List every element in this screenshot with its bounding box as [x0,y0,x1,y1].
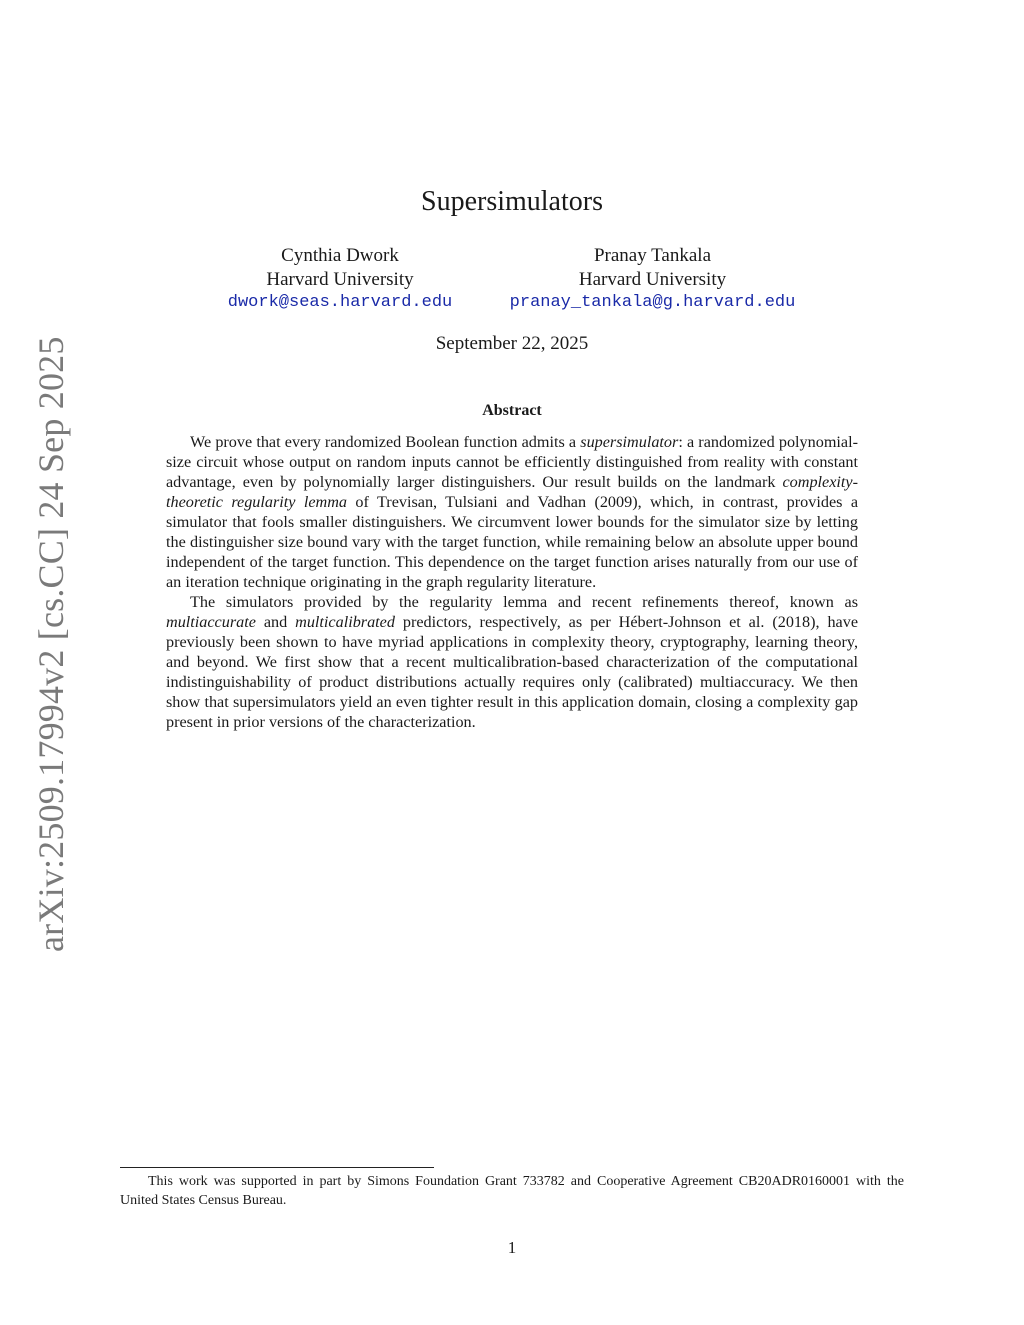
abstract-paragraph-2 [166,592,858,732]
arxiv-identifier-stamp: arXiv:2509.17994v2 [cs.CC] 24 Sep 2025 [31,336,71,952]
abstract-emphasis: multiaccurate [166,613,256,631]
abstract-emphasis: supersimulator [580,433,679,451]
abstract-text: predictors, respectively, as per Hébert-Johnson et al. (2018), have previously been shown to have myriad applications in complexity theory, cryptography, learning theory, and beyond. We first show that a recent multicalibration-based characterization of the computational indistinguishability of product distributions actually requires only (calibrated) multiaccuracy. We then show that supersimulators yield an even tighter result in this application domain, closing a complexity gap present in prior versions of the characterization. [166,613,859,731]
abstract-heading: Abstract [482,402,542,419]
abstract-text: : a randomized polynomial-size circuit whose output on random inputs cannot be efficiently distinguished from reality with constant advantage, even by polynomially larger distinguishers. Our result builds on the landmark [166,433,858,491]
publication-date: September 22, 2025 [435,333,589,354]
footnote [120,1172,904,1210]
author-block-2 [480,244,825,315]
abstract-body [166,432,858,732]
paper-title: Supersimulators [421,186,603,217]
abstract-text: of Trevisan, Tulsiani and Vadhan (2009), which, in contrast, provides a simulator that fools smaller distinguishers. We circumvent lower bounds for the simulator size by letting the distinguisher size bound vary with the target function, while remaining below an absolute upper bound independent of the target function. This dependence on the target function arises naturally from our use of an iteration technique originating in the graph regularity literature. [166,493,858,591]
abstract-text: The simulators provided by the regularity lemma and recent refinements thereof, known as [190,593,858,611]
footnote-rule [120,1167,434,1168]
author-affiliation: Harvard University [266,268,414,290]
author-email-link[interactable]: pranay_tankala@g.harvard.edu [509,293,796,312]
abstract-text: We prove that every randomized Boolean function admits a [190,433,581,451]
author-block-1 [200,244,480,315]
author-name: Cynthia Dwork [281,245,399,266]
abstract-paragraph-1 [166,432,858,592]
abstract-emphasis: complexity-theoretic regularity lemma [166,473,858,511]
author-affiliation: Harvard University [578,268,727,290]
abstract-emphasis: multicalibrated [295,613,395,631]
page-number: 1 [507,1238,517,1257]
author-name: Pranay Tankala [593,245,712,266]
abstract-text: and [255,613,296,631]
author-email-link[interactable]: dwork@seas.harvard.edu [227,293,453,312]
footnote-text: This work was supported in part by Simons Foundation Grant 733782 and Cooperative Agreement CB20ADR0160001 with the United States Census Bureau. [120,1174,904,1208]
